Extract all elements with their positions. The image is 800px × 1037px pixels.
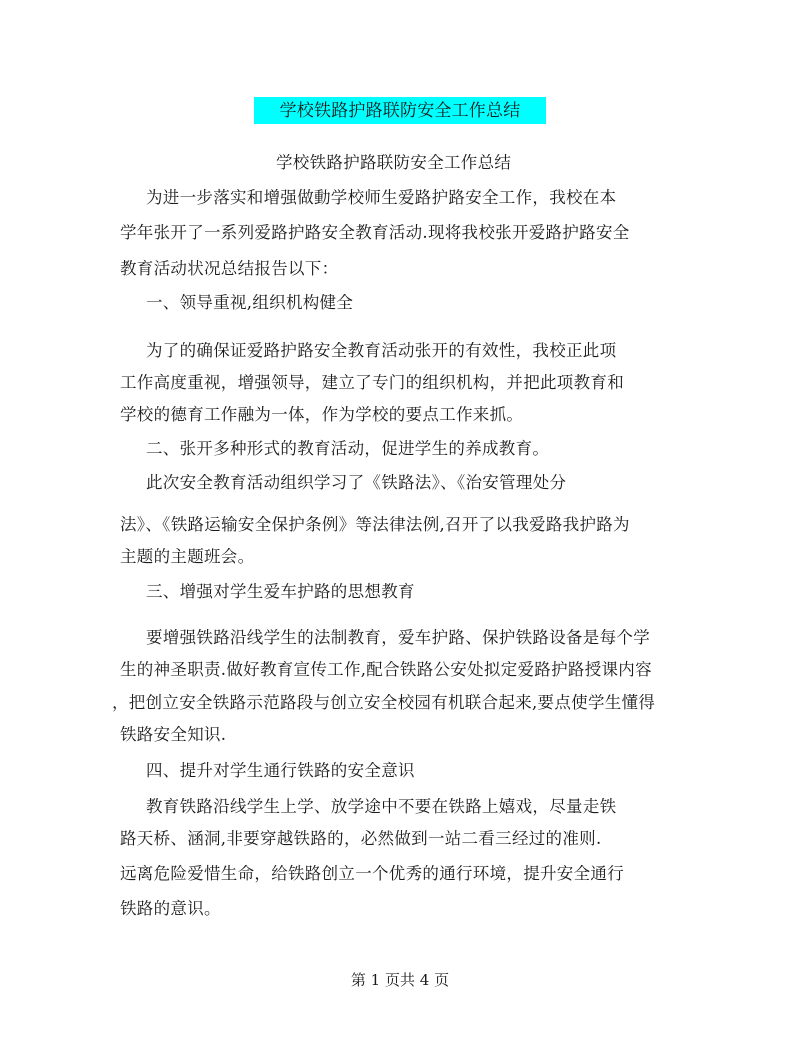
body-line: 铁路安全知识. [120,725,227,744]
body-line: 学校的德育工作融为一体，作为学校的要点工作来抓。 [120,405,524,424]
section-heading: 三、增强对学生爱车护路的思想教育 [146,582,415,601]
body-line: 教育铁路沿线学生上学、放学途中不要在铁路上嬉戏，尽量走铁 [146,797,617,816]
body-line: 为了的确保证爱路护路安全教育活动张开的有效性，我校正此项 [146,341,617,360]
body-line: 主题的主题班会。 [120,547,255,566]
body-line: 工作高度重视，增强领导，建立了专门的组织机构，并把此项教育和 [120,373,624,392]
body-line: 生的神圣职责.做好教育宣传工作,配合铁路公安处拟定爱路护路授课内容 [120,660,652,679]
body-line: 铁路的意识。 [120,899,221,918]
subtitle: 学校铁路护路联防安全工作总结 [276,153,512,172]
body-line: 此次安全教育活动组织学习了《铁路法》、《治安管理处分 [146,473,567,492]
body-line: 要增强铁路沿线学生的法制教育，爱车护路、保护铁路设备是每个学 [146,628,650,647]
body-line: 远离危险爱惜生命，给铁路创立一个优秀的通行环境，提升安全通行 [120,864,624,883]
body-line: 路天桥、涵洞,非要穿越铁路的，必然做到一站二看三经过的准则. [120,829,602,848]
body-line: 法》、《铁路运输安全保护条例》等法律法例,召开了以我爱路我护路为 [120,515,630,534]
section-heading: 一、领导重视,组织机构健全 [146,293,354,312]
document-title: 学校铁路护路联防安全工作总结 [279,101,521,121]
page-footer: 第 1 页共 4 页 [350,971,450,989]
body-line: 教育活动状况总结报告以下： [120,259,339,278]
section-heading: 二、张开多种形式的教育活动，促进学生的养成教育。 [146,439,550,458]
section-heading: 四、提升对学生通行铁路的安全意识 [146,761,415,780]
body-line: ，把创立安全铁路示范路段与创立安全校园有机联合起来,要点使学生懂得 [112,693,656,712]
body-line: 学年张开了一系列爱路护路安全教育活动.现将我校张开爱路护路安全 [120,223,630,242]
body-line: 为进一步落实和增强做動学校师生爱路护路安全工作，我校在本 [146,188,617,207]
